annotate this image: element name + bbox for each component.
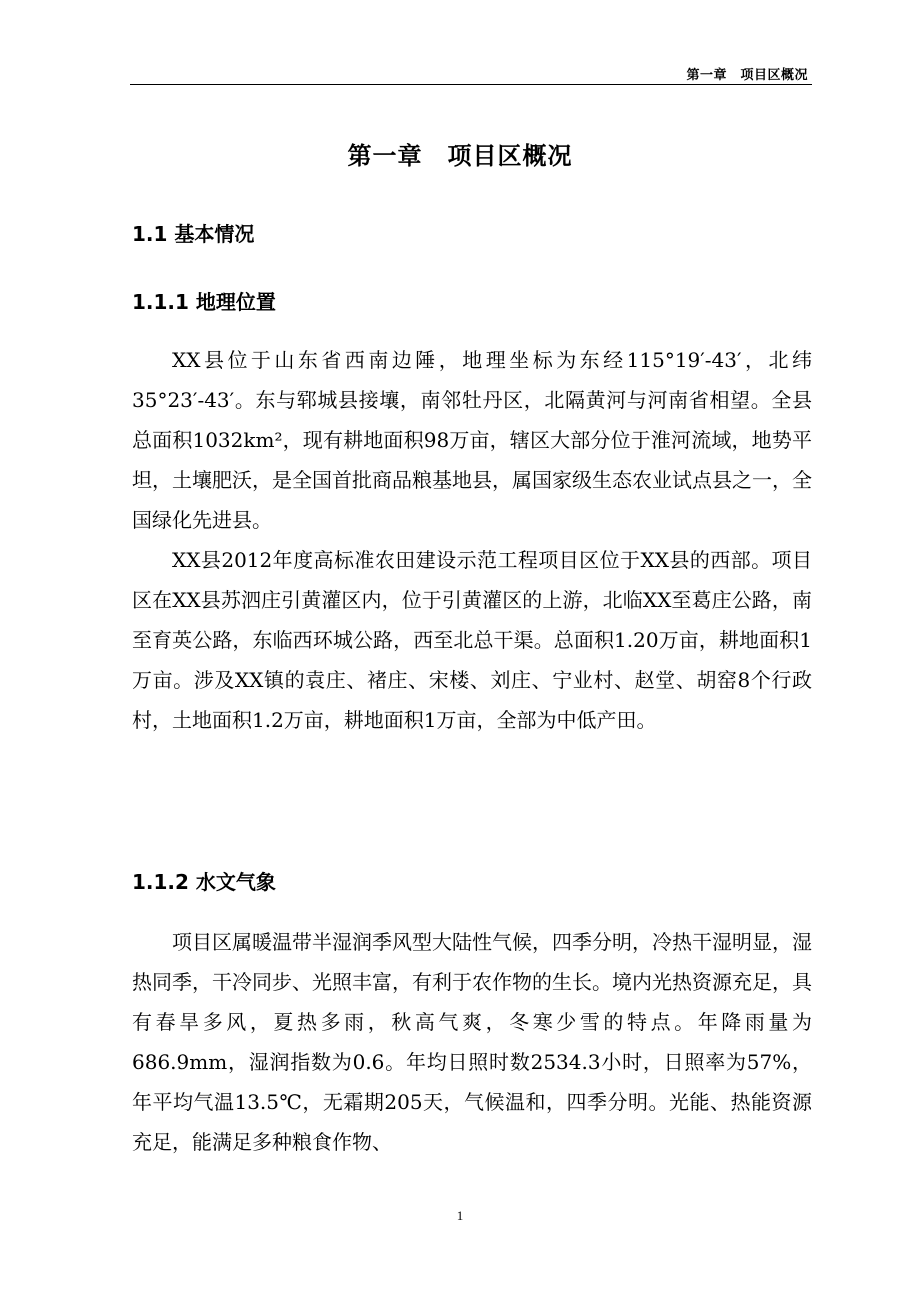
section-heading-1-1-1: 1.1.1 地理位置 <box>132 290 276 314</box>
running-header: 第一章 项目区概况 <box>686 68 808 83</box>
header-rule <box>130 84 812 85</box>
section-heading-1-1: 1.1 基本情况 <box>132 222 255 246</box>
location-text-block <box>132 340 812 740</box>
section-heading-1-1-2: 1.1.2 水文气象 <box>132 870 276 894</box>
climate-text-block <box>132 922 812 1162</box>
location-paragraph-2: XX县2012年度高标准农田建设示范工程项目区位于XX县的西部。项目区在XX县苏泗庄引黄灌区内，位于引黄灌区的上游，北临XX至葛庄公路，南至育英公路，东临西环城公路，西至北总干渠。总面积1.20万亩，耕地面积1万亩。涉及XX镇的袁庄、褚庄、宋楼、刘庄、宁业村、赵堂、胡窑8个行政村，土地面积1.2万亩，耕地面积1万亩，全部为中低产田。 <box>132 548 812 732</box>
page-number: 1 <box>456 1208 464 1223</box>
location-paragraph-1: XX县位于山东省西南边陲，地理坐标为东经115°19′-43′，北纬35°23′-43′。东与郓城县接壤，南邻牡丹区，北隔黄河与河南省相望。全县总面积1032km²，现有耕地面积98万亩，辖区大部分位于淮河流域，地势平坦，土壤肥沃，是全国首批商品粮基地县，属国家级生态农业试点县之一，全国绿化先进县。 <box>132 348 812 532</box>
climate-paragraph-1: 项目区属暖温带半湿润季风型大陆性气候，四季分明，冷热干湿明显，湿热同季，干冷同步、光照丰富，有利于农作物的生长。境内光热资源充足，具有春旱多风，夏热多雨，秋高气爽，冬寒少雪的特点。年降雨量为686.9mm，湿润指数为0.6。年均日照时数2534.3小时，日照率为57%，年平均气温13.5℃，无霜期205天，气候温和，四季分明。光能、热能资源充足，能满足多种粮食作物、 <box>132 930 812 1154</box>
chapter-title: 第一章 项目区概况 <box>347 142 573 170</box>
